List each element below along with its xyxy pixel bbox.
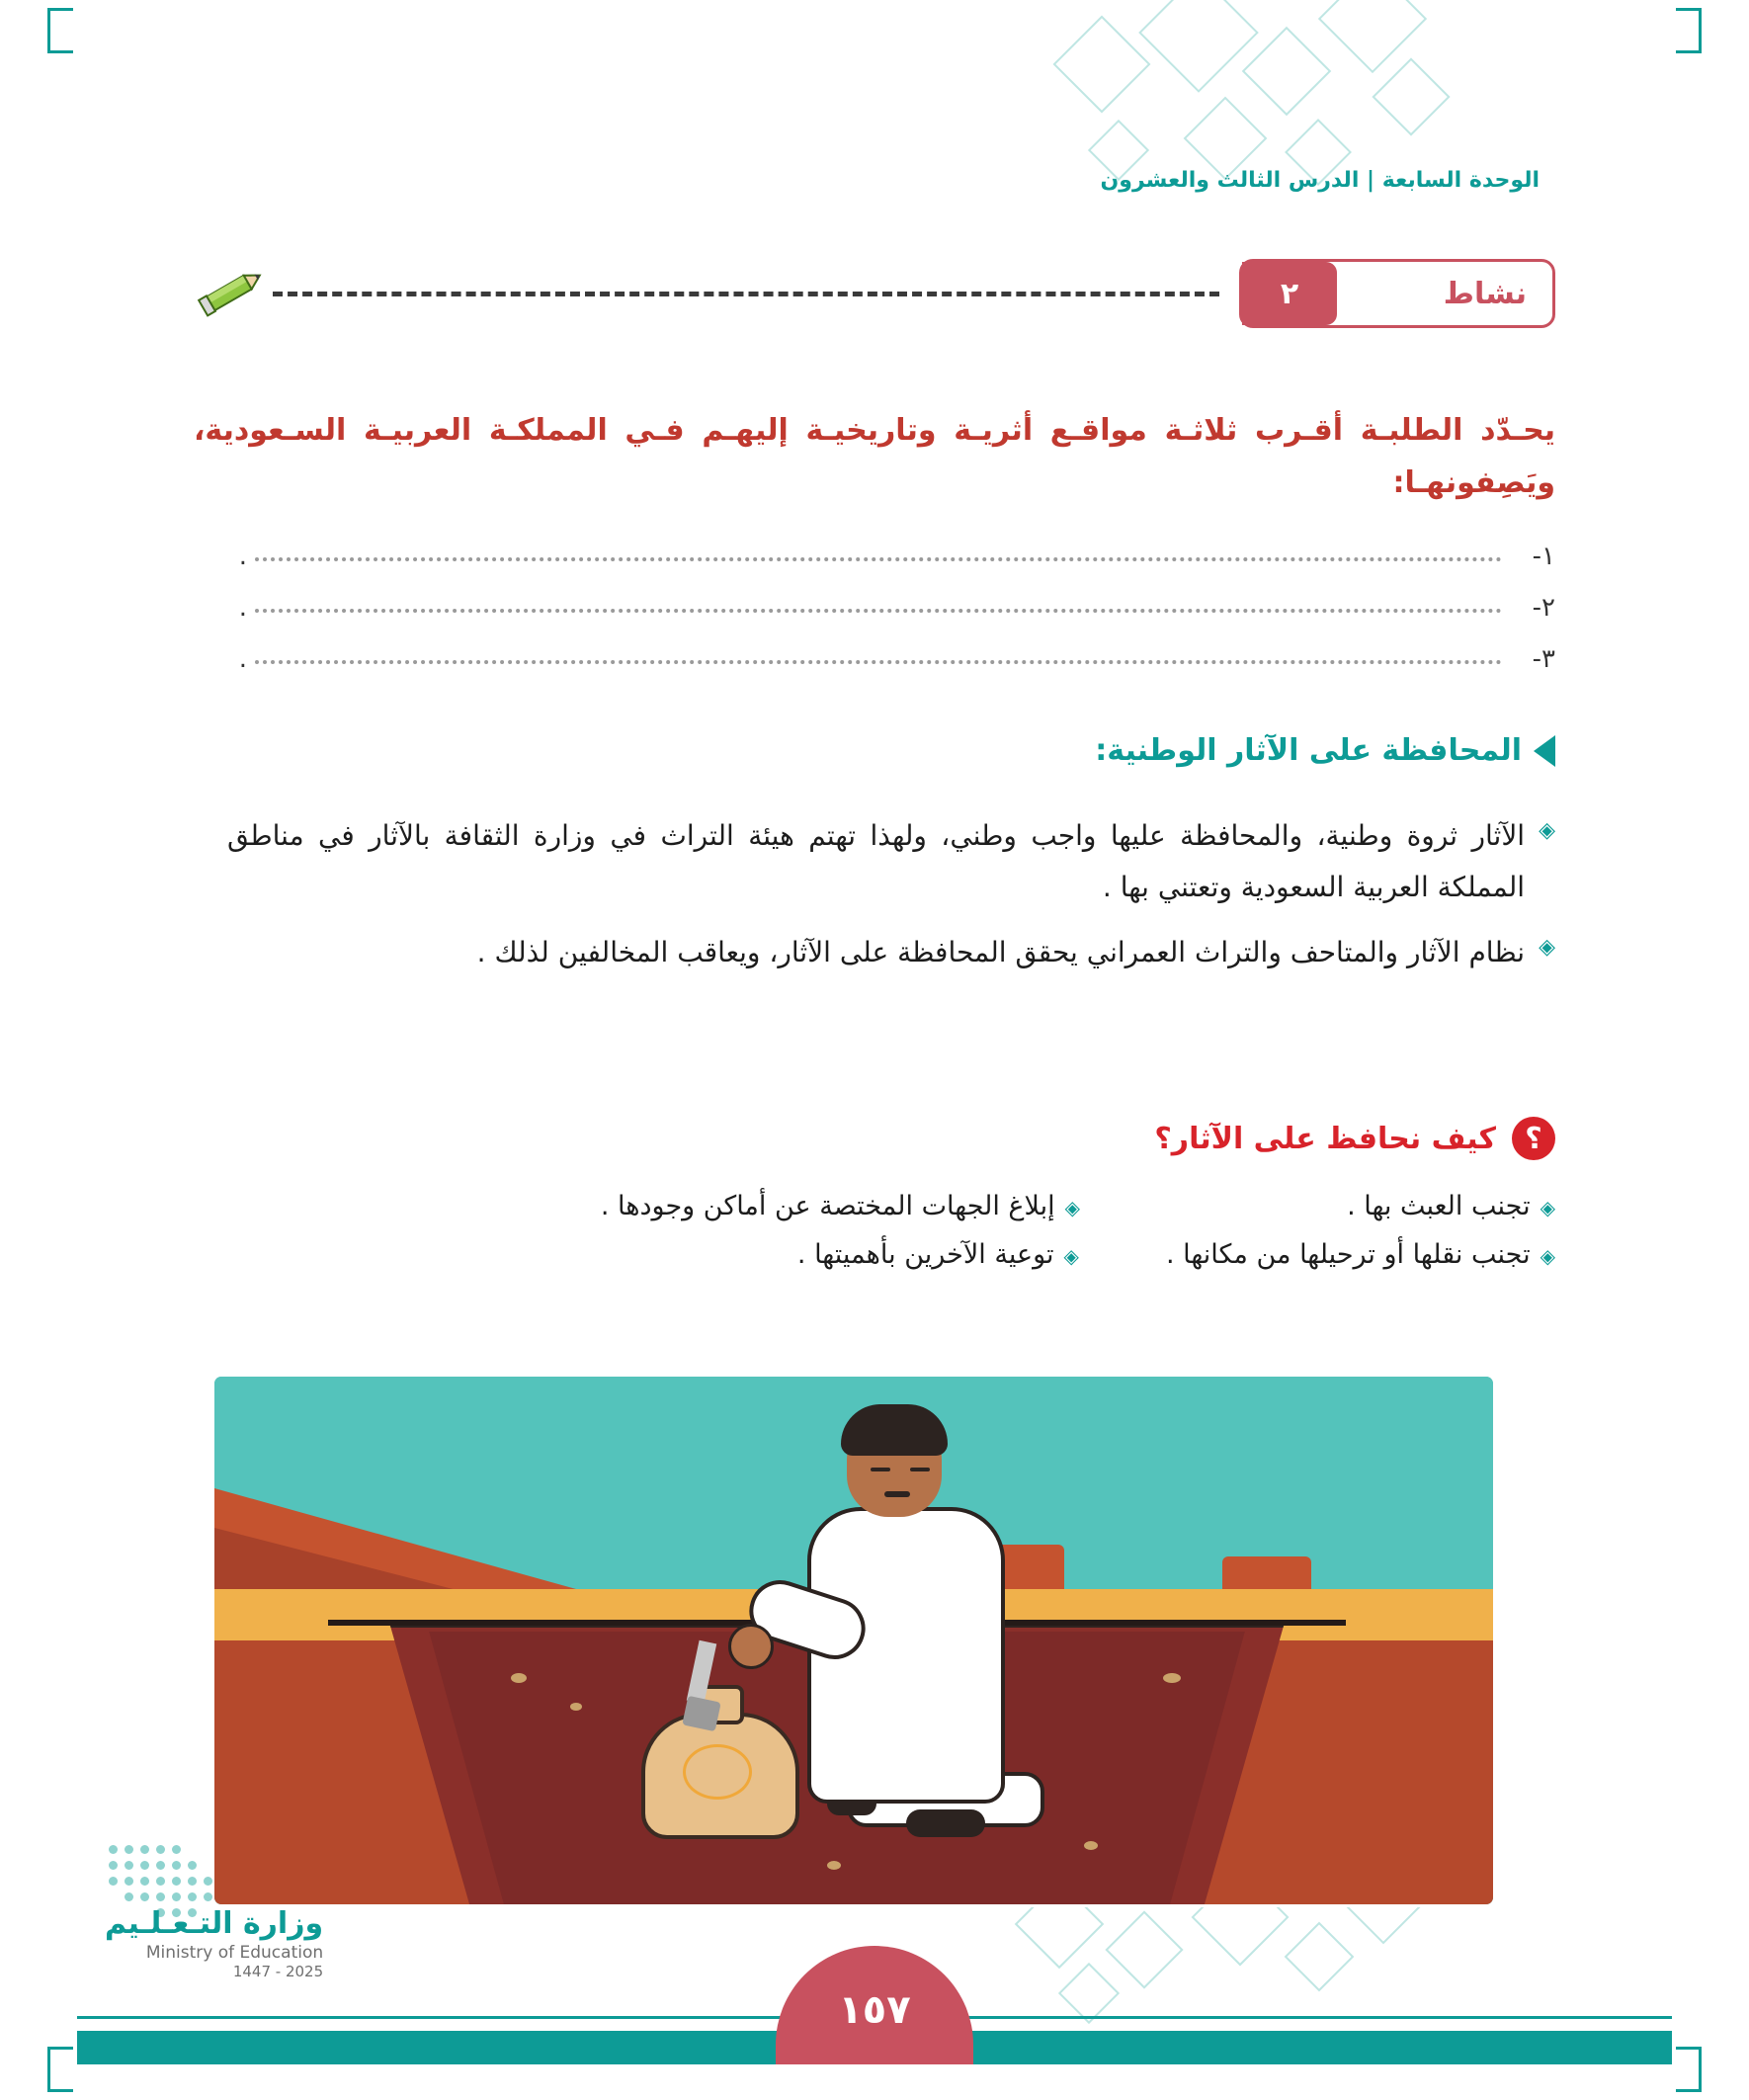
answer-line[interactable] (237, 542, 1555, 571)
how-to-text: إبلاغ الجهات المختصة عن أماكن وجودها . (600, 1191, 1055, 1221)
preservation-bullets (227, 810, 1555, 991)
answer-line-dots[interactable] (255, 557, 1502, 561)
page-number: ١٥٧ (776, 1946, 973, 2064)
list-item (227, 927, 1555, 978)
how-to-item (601, 1191, 1080, 1221)
how-to-list (194, 1191, 1555, 1288)
pencil-icon (194, 259, 267, 328)
illustration-person-eye (910, 1468, 930, 1471)
how-to-text: تجنب نقلها أو ترحيلها من مكانها . (1165, 1239, 1531, 1270)
illustration-person-shoe (906, 1809, 985, 1837)
corner-bracket-bottom-right (1676, 2047, 1702, 2092)
how-to-row (194, 1191, 1555, 1221)
illustration-pebble (1163, 1673, 1181, 1683)
ministry-text (105, 1906, 323, 1980)
bullet-diamond-icon: ◈ (1063, 1244, 1079, 1268)
section-heading-text: المحافظة على الآثار الوطنية: (1095, 733, 1522, 768)
bullet-diamond-icon: ◈ (1064, 1196, 1081, 1219)
list-item (227, 810, 1555, 913)
corner-bracket-top-left (47, 8, 73, 53)
breadcrumb: الوحدة السابعة | الدرس الثالث والعشرون (1100, 168, 1540, 193)
illustration-pebble (570, 1703, 582, 1711)
answer-line-end: . (238, 542, 247, 571)
activity-dashed-divider (273, 292, 1219, 296)
ministry-years: 2025 - 1447 (232, 1963, 324, 1980)
ministry-logo (95, 1845, 352, 1980)
answer-line-number: ١- (1532, 542, 1555, 571)
bullet-diamond-icon: ◈ (1539, 934, 1555, 960)
activity-question: يحـدّد الطلبـة أقـرب ثلاثـة مواقـع أثريـة وتاريخيـة إليهـم فـي المملكـة العربيـة السـعودية، ويَصِفونهـا: (194, 413, 1555, 500)
answer-line-dots[interactable] (255, 609, 1502, 613)
illustration-jar-decoration (683, 1744, 752, 1800)
illustration-person-hair (841, 1404, 948, 1456)
illustration-person-eye (871, 1468, 890, 1471)
activity-number: ٢ (1242, 262, 1337, 325)
how-to-heading-text: كيف نحافظ على الآثار؟ (1154, 1121, 1496, 1156)
how-to-item (1347, 1191, 1555, 1221)
how-to-heading (1154, 1117, 1555, 1160)
how-to-text: تجنب العبث بها . (1347, 1191, 1531, 1221)
illustration-pebble (511, 1673, 527, 1683)
how-to-text: توعية الآخرين بأهميتها . (796, 1239, 1054, 1270)
corner-bracket-bottom-left (47, 2047, 73, 2092)
question-mark-icon: ؟ (1512, 1117, 1555, 1160)
bullet-text: الآثار ثروة وطنية، والمحافظة عليها واجب وطني، ولهذا تهتم هيئة التراث في وزارة الثقافة بالآثار في مناطق المملكة العربية السعودية وتعتني بها . (227, 819, 1526, 903)
answer-line-end: . (238, 593, 247, 623)
decorative-squares-top (1047, 0, 1482, 227)
bullet-diamond-icon: ◈ (1539, 818, 1555, 843)
answer-line[interactable] (237, 593, 1555, 623)
answer-line-number: ٣- (1532, 644, 1555, 674)
section-heading-preservation (1095, 733, 1555, 768)
illustration-pebble (1084, 1841, 1098, 1850)
activity-label: نشاط (1443, 276, 1527, 311)
answer-line[interactable] (237, 644, 1555, 674)
corner-bracket-top-right (1676, 8, 1702, 53)
illustration-person-mouth (884, 1491, 910, 1497)
how-to-item (797, 1239, 1079, 1270)
illustration-pebble (827, 1861, 841, 1870)
ministry-name-arabic: وزارة التـعـلـيم (105, 1906, 324, 1941)
activity-badge (1239, 259, 1555, 328)
how-to-row (194, 1239, 1555, 1270)
activity-header (194, 259, 1555, 328)
illustration-person-hand (728, 1624, 774, 1669)
archaeologist-excavation-illustration (211, 1374, 1496, 1907)
answer-lines (237, 542, 1555, 696)
bullet-text: نظام الآثار والمتاحف والتراث العمراني يحقق المحافظة على الآثار، ويعاقب المخالفين لذلك . (476, 935, 1526, 968)
bullet-diamond-icon: ◈ (1540, 1196, 1555, 1219)
how-to-item (1166, 1239, 1555, 1270)
answer-line-end: . (238, 644, 247, 674)
answer-line-number: ٢- (1532, 593, 1555, 623)
answer-line-dots[interactable] (255, 660, 1502, 664)
bullet-diamond-icon: ◈ (1540, 1244, 1555, 1268)
triangle-arrow-icon (1534, 735, 1555, 767)
ministry-name-english: Ministry of Education (145, 1943, 324, 1963)
